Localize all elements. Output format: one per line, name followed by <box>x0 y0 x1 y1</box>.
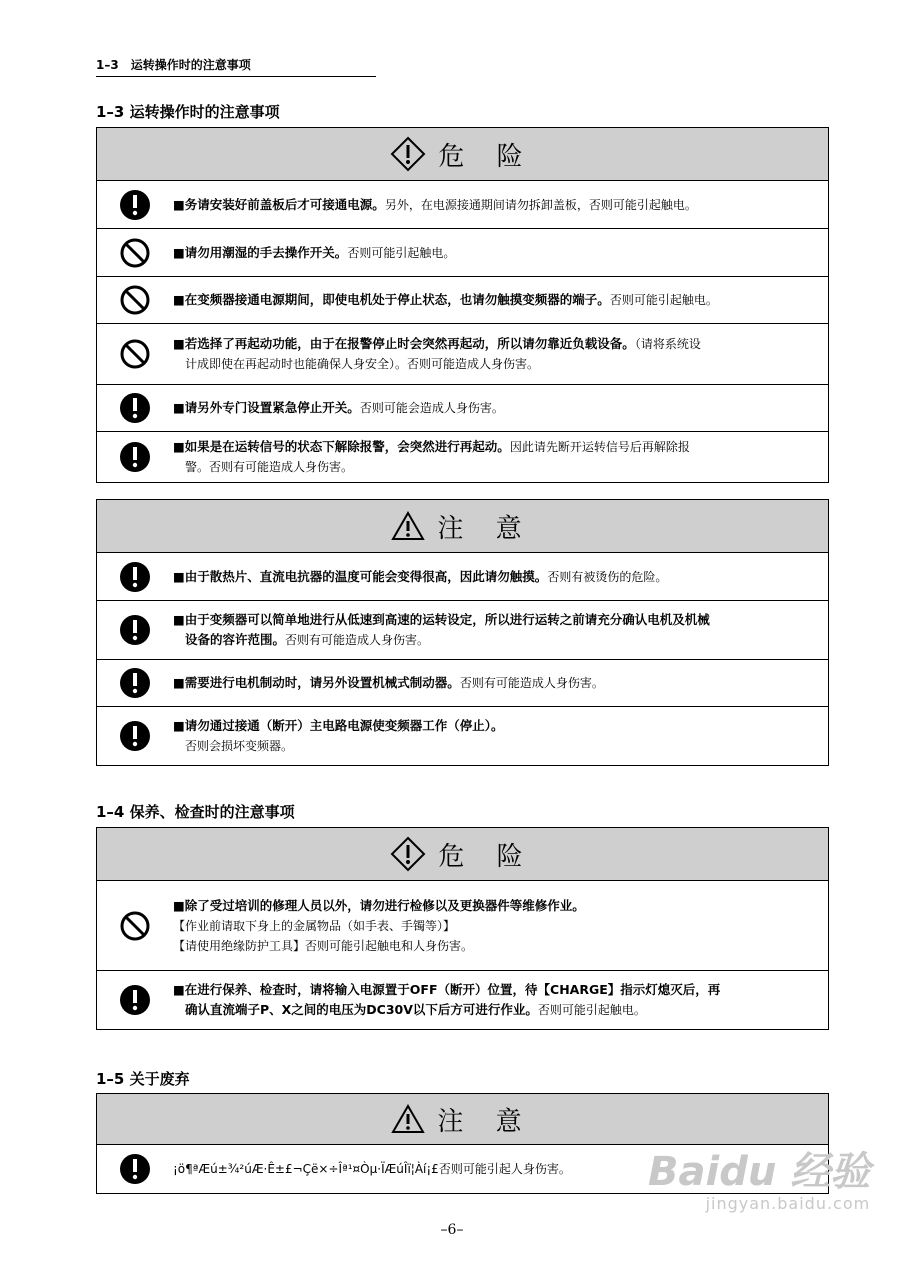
row-bold-text-2: 设备的容许范围。 <box>185 632 286 647</box>
warning-row <box>97 324 828 385</box>
section-heading-1-5: 1–5 关于废弃 <box>96 1070 190 1088</box>
danger-diamond-icon <box>390 136 426 172</box>
row-bold-text: ■若选择了再起动功能，由于在报警停止时会突然再起动，所以请勿靠近负载设备。 <box>173 336 635 351</box>
row-bold-text: ■在变频器接通电源期间，即使电机处于停止状态，也请勿触摸变频器的端子。 <box>173 292 610 307</box>
warning-row <box>97 277 828 324</box>
mandatory-icon <box>119 441 151 473</box>
warning-row <box>97 432 828 482</box>
warning-row <box>97 181 828 229</box>
mandatory-icon <box>119 189 151 221</box>
caution-title: 注 意 <box>437 513 534 544</box>
mandatory-icon <box>119 667 151 699</box>
row-normal-text-3a: 【请使用绝缘防护工具】 <box>173 938 306 953</box>
watermark-url: jingyan.baidu.com <box>705 1194 871 1213</box>
mandatory-icon <box>119 392 151 424</box>
row-normal-text-2: 否则可能引起触电。 <box>537 1003 646 1017</box>
row-normal-text-2: 否则会损坏变频器。 <box>185 739 294 753</box>
row-normal-text-2: 警。否则有可能造成人身伤害。 <box>185 460 354 474</box>
row-garbled-text: ¡ö¶ªÆú±¾²úÆ·Ê±£¬Çë×÷Îª¹¤Òµ·ÏÆúÎï¦Àí¡£ <box>173 1162 439 1176</box>
watermark-brand: Baidu 经验 <box>648 1149 871 1195</box>
mandatory-icon <box>119 720 151 752</box>
prohibition-icon <box>119 910 151 942</box>
row-normal-text: （请将系统设 <box>634 337 701 351</box>
section-heading-1-3: 1–3 运转操作时的注意事项 <box>96 103 280 121</box>
prohibition-icon <box>119 284 151 316</box>
row-normal-text: 否则可能引起触电。 <box>609 293 718 307</box>
danger-diamond-icon <box>390 836 426 872</box>
caution-header <box>97 1094 828 1145</box>
row-bold-text: ■需要进行电机制动时，请另外设置机械式制动器。 <box>173 675 460 690</box>
row-normal-text: 否则有被烫伤的危险。 <box>547 569 668 584</box>
danger-box <box>96 127 829 483</box>
row-normal-text: 否则可能引起人身伤害。 <box>438 1162 571 1176</box>
row-normal-text: 否则有可能造成人身伤害。 <box>459 676 604 690</box>
caution-row <box>97 707 828 765</box>
mandatory-icon <box>119 614 151 646</box>
row-bold-text: ■除了受过培训的修理人员以外，请勿进行检修以及更换器件等维修作业。 <box>173 897 585 913</box>
row-bold-text: ■如果是在运转信号的状态下解除报警，会突然进行再起动。 <box>173 439 510 454</box>
row-bold-text: ■在进行保养、检查时，请将输入电源置于OFF（断开）位置，待【CHARGE】指示灯熄灭后，再 <box>173 982 721 997</box>
warning-row <box>97 971 828 1029</box>
row-bold-text-2: 确认直流端子P、X之间的电压为DC30V以下后方可进行作业。 <box>185 1002 538 1017</box>
mandatory-icon <box>119 984 151 1016</box>
warning-row <box>97 385 828 432</box>
danger-header <box>97 128 828 181</box>
row-bold-text: ■请勿通过接通（断开）主电路电源使变频器工作（停止）。 <box>173 718 504 733</box>
caution-triangle-icon <box>391 1104 425 1134</box>
row-normal-text: 因此请先断开运转信号后再解除报 <box>509 440 690 454</box>
row-normal-text: 否则可能引起触电。 <box>347 245 456 260</box>
row-normal-text-2: 否则有可能造成人身伤害。 <box>285 633 430 647</box>
page-number: –6– <box>440 1222 464 1238</box>
row-normal-text: 另外，在电源接通期间请勿拆卸盖板，否则可能引起触电。 <box>384 197 697 212</box>
row-bold-text: ■由于散热片、直流电抗器的温度可能会变得很高，因此请勿触摸。 <box>173 568 548 584</box>
section-heading-1-4: 1–4 保养、检查时的注意事项 <box>96 803 295 821</box>
mandatory-icon <box>119 1153 151 1185</box>
danger-title: 危 险 <box>438 841 535 872</box>
danger-box <box>96 827 829 1030</box>
caution-row <box>97 660 828 707</box>
prohibition-icon <box>119 338 151 370</box>
caution-title: 注 意 <box>437 1106 534 1137</box>
row-normal-text-2: 【作业前请取下身上的金属物品（如手表、手镯等）】 <box>173 918 456 933</box>
caution-header <box>97 500 828 553</box>
danger-title: 危 险 <box>438 141 535 172</box>
watermark <box>648 1150 870 1213</box>
danger-header <box>97 828 828 881</box>
caution-triangle-icon <box>391 511 425 541</box>
row-normal-text-2: 计成即使在再起动时也能确保人身安全）。否则可能造成人身伤害。 <box>185 357 540 371</box>
row-bold-text: ■务请安装好前盖板后才可接通电源。 <box>173 196 385 212</box>
row-bold-text: ■请另外专门设置紧急停止开关。 <box>173 400 360 415</box>
running-header: 1–3 运转操作时的注意事项 <box>96 56 376 77</box>
caution-row <box>97 553 828 601</box>
warning-row <box>97 229 828 277</box>
warning-row <box>97 881 828 971</box>
prohibition-icon <box>119 237 151 269</box>
row-normal-text: 否则可能会造成人身伤害。 <box>359 401 504 415</box>
caution-box <box>96 499 829 766</box>
row-bold-text: ■请勿用潮湿的手去操作开关。 <box>173 244 348 260</box>
row-normal-text-3b: 否则可能引起触电和人身伤害。 <box>305 938 474 953</box>
row-bold-text: ■由于变频器可以简单地进行从低速到高速的运转设定，所以进行运转之前请充分确认电机及机械 <box>173 612 710 627</box>
caution-row <box>97 601 828 660</box>
mandatory-icon <box>119 561 151 593</box>
